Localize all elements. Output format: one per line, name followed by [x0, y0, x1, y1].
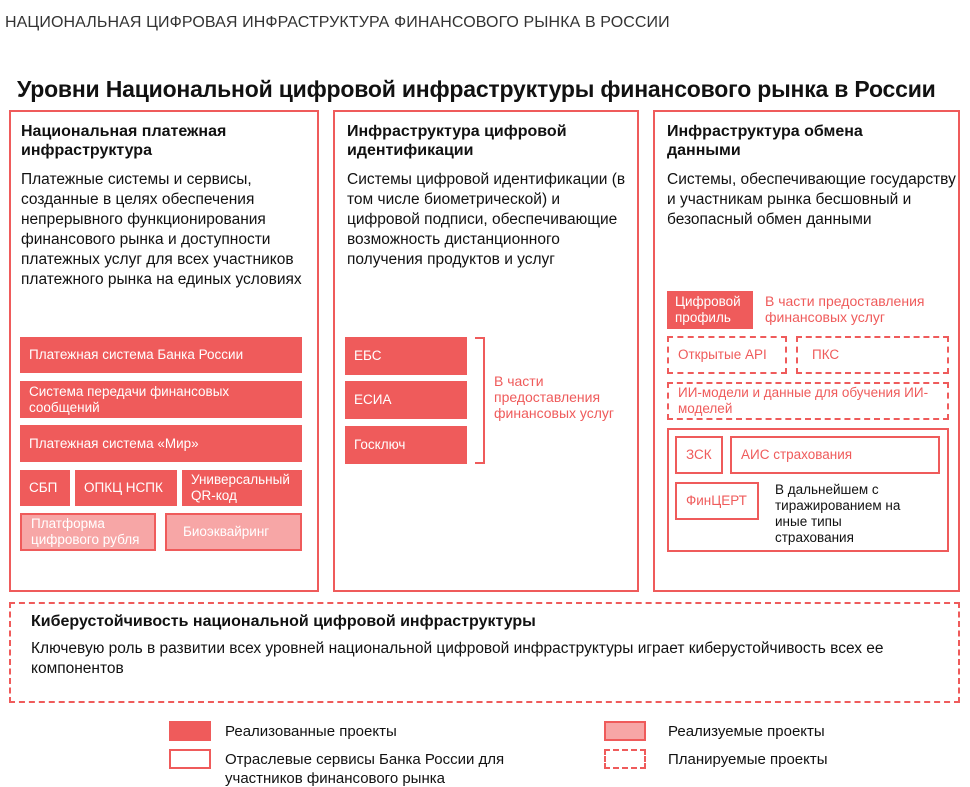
- legend-swatch-in-progress: [604, 721, 646, 741]
- column-title: Инфраструктура обмена данными: [667, 123, 863, 159]
- cyber-title: Киберустойчивость национальной цифровой инфраструктуры: [31, 613, 536, 630]
- legend-label-planned: Планируемые проекты: [668, 751, 828, 768]
- universal-qr-code: Универсальный QR-код: [182, 470, 302, 506]
- column-description: Системы, обеспечивающие государству и участникам рынка бесшовный и безопасный обмен данными: [667, 171, 956, 228]
- section-header: НАЦИОНАЛЬНАЯ ЦИФРОВАЯ ИНФРАСТРУКТУРА ФИНАНСОВОГО РЫНКА В РОССИИ: [5, 14, 670, 31]
- cyber-resilience-block: [9, 602, 960, 703]
- sbp: СБП: [20, 470, 70, 506]
- ebs: ЕБС: [345, 337, 467, 375]
- legend-swatch-planned: [604, 749, 646, 769]
- legend-label-sector-services: Отраслевые сервисы Банка России для участников финансового рынка: [225, 751, 505, 787]
- column-digital-identification: [333, 110, 639, 592]
- legend-label-in-progress: Реализуемые проекты: [668, 723, 825, 740]
- financial-services-note: В части предоставления финансовых услуг: [494, 373, 615, 421]
- grouping-bracket: [475, 337, 485, 464]
- column-data-exchange: [653, 110, 960, 592]
- zsk: ЗСК: [675, 436, 723, 474]
- open-api: Открытые API: [667, 336, 787, 374]
- ais-insurance: АИС страхования: [730, 436, 940, 474]
- legend-label-implemented: Реализованные проекты: [225, 723, 397, 740]
- fincert: ФинЦЕРТ: [675, 482, 759, 520]
- bank-russia-payment-system: Платежная система Банка России: [20, 337, 302, 373]
- pks: ПКС: [796, 336, 949, 374]
- column-description: Платежные системы и сервисы, созданные в целях обеспечения непрерывного функционирования финансового рынка и доступности платежных услуг для всех участников платежного рынка на единых условиях: [21, 171, 302, 288]
- mir-payment-system: Платежная система «Мир»: [20, 425, 302, 462]
- digital-ruble-platform: Платформа цифрового рубля: [20, 513, 156, 551]
- profile-financial-services-note: В части предоставления финансовых услуг: [765, 293, 925, 325]
- insurance-note: В дальнейшем с тиражированием на иные типы страхования: [775, 482, 901, 545]
- opkc-nspk: ОПКЦ НСПК: [75, 470, 177, 506]
- column-title: Национальная платежная инфраструктура: [21, 123, 227, 159]
- esia: ЕСИА: [345, 381, 467, 419]
- column-payment-infrastructure: [9, 110, 319, 592]
- ai-models-data: ИИ-модели и данные для обучения ИИ-моделей: [667, 382, 949, 420]
- legend-swatch-sector-services: [169, 749, 211, 769]
- insurance-group: [667, 428, 949, 552]
- financial-messaging-system: Система передачи финансовых сообщений: [20, 381, 302, 418]
- diagram-title: Уровни Национальной цифровой инфраструктуры финансового рынка в России: [17, 76, 936, 102]
- legend-swatch-implemented: [169, 721, 211, 741]
- goskey: Госключ: [345, 426, 467, 464]
- column-description: Системы цифровой идентификации (в том числе биометрической) и цифровой подписи, обеспечивающие возможность дистанционного получения продуктов и услуг: [347, 171, 626, 268]
- bioacquiring: Биоэквайринг: [165, 513, 302, 551]
- column-title: Инфраструктура цифровой идентификации: [347, 123, 567, 159]
- cyber-text: Ключевую роль в развитии всех уровней национальной цифровой инфраструктуры играет киберустойчивость всех ее компонентов: [31, 640, 884, 677]
- digital-profile: Цифровой профиль: [667, 291, 753, 329]
